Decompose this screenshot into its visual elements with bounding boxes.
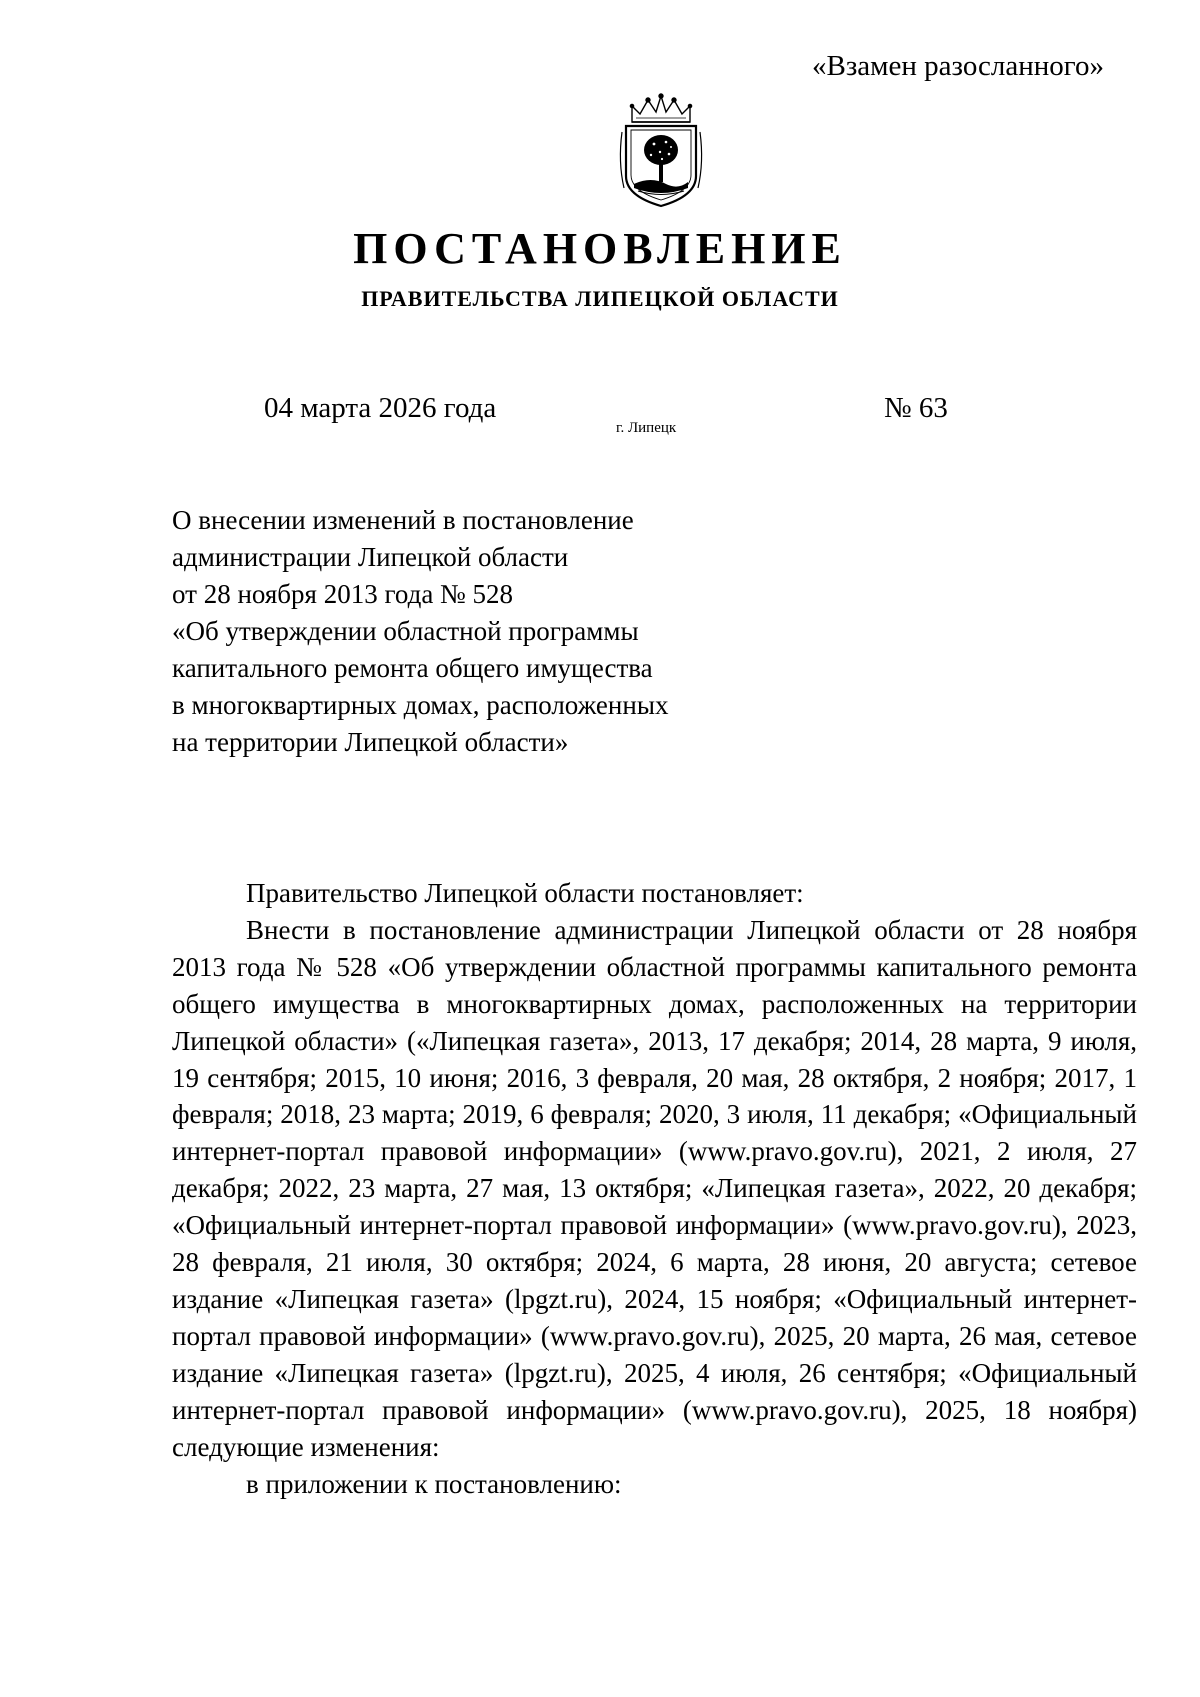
subject-line: «Об утверждении областной программы — [172, 616, 639, 646]
body-paragraph-main: Внести в постановление администрации Липецкой области от 28 ноября 2013 года № 528 «Об утверждении областной программы капитального ремонта общего имущества в многоквартирных домах, расположенных на территории Липецкой области» («Липецкая газета», 2013, 17 декабря; 2014, 28 марта, 9 июля, 19 сентября; 2015, 10 июня; 2016, 3 февраля, 20 мая, 28 октября, 2 ноября; 2017, 1 февраля; 2018, 23 марта; 2019, 6 февраля; 2020, 3 июля, 11 декабря; «Официальный интернет-портал правовой информации» (www.pravo.gov.ru), 2021, 2 июля, 27 декабря; 2022, 23 марта, 27 мая, 13 октября; «Липецкая газета», 2022, 20 декабря; «Официальный интернет-портал правовой информации» (www.pravo.gov.ru), 2023, 28 февраля, 21 июля, 30 октября; 2024, 6 марта, 28 июня, 20 августа; сетевое издание «Липецкая газета» (lpgzt.ru), 2024, 15 ноября; «Официальный интернет-портал правовой информации» (www.pravo.gov.ru), 2025, 20 марта, 26 мая, сетевое издание «Липецкая газета» (lpgzt.ru), 2025, 4 июля, 26 сентября; «Официальный интернет-портал правовой информации» (www.pravo.gov.ru), 2025, 18 ноября) следующие изменения: — [172, 914, 1137, 1462]
subject-line: капитального ремонта общего имущества — [172, 653, 653, 683]
document-issuer: ПРАВИТЕЛЬСТВА ЛИПЕЦКОЙ ОБЛАСТИ — [361, 286, 839, 311]
document-date: 04 марта 2026 года — [264, 392, 497, 424]
subject-line: О внесении изменений в постановление — [172, 505, 634, 535]
document-title: ПОСТАНОВЛЕНИЕ — [353, 224, 847, 273]
lipetsk-region-coat-of-arms-icon — [616, 92, 706, 210]
subject-line: администрации Липецкой области — [172, 542, 569, 572]
document-body — [172, 875, 1137, 1502]
document-city: г. Липецк — [616, 420, 677, 436]
subject-line: в многоквартирных домах, расположенных — [172, 690, 669, 720]
subject-line: на территории Липецкой области» — [172, 727, 569, 757]
replacement-stamp: «Взамен разосланного» — [812, 50, 1104, 82]
body-paragraph-preamble: Правительство Липецкой области постановляет: — [246, 878, 804, 908]
document-subject — [172, 502, 668, 761]
body-paragraph-appendix: в приложении к постановлению: — [246, 1468, 622, 1499]
subject-line: от 28 ноября 2013 года № 528 — [172, 579, 514, 609]
document-number: № 63 — [884, 392, 948, 424]
